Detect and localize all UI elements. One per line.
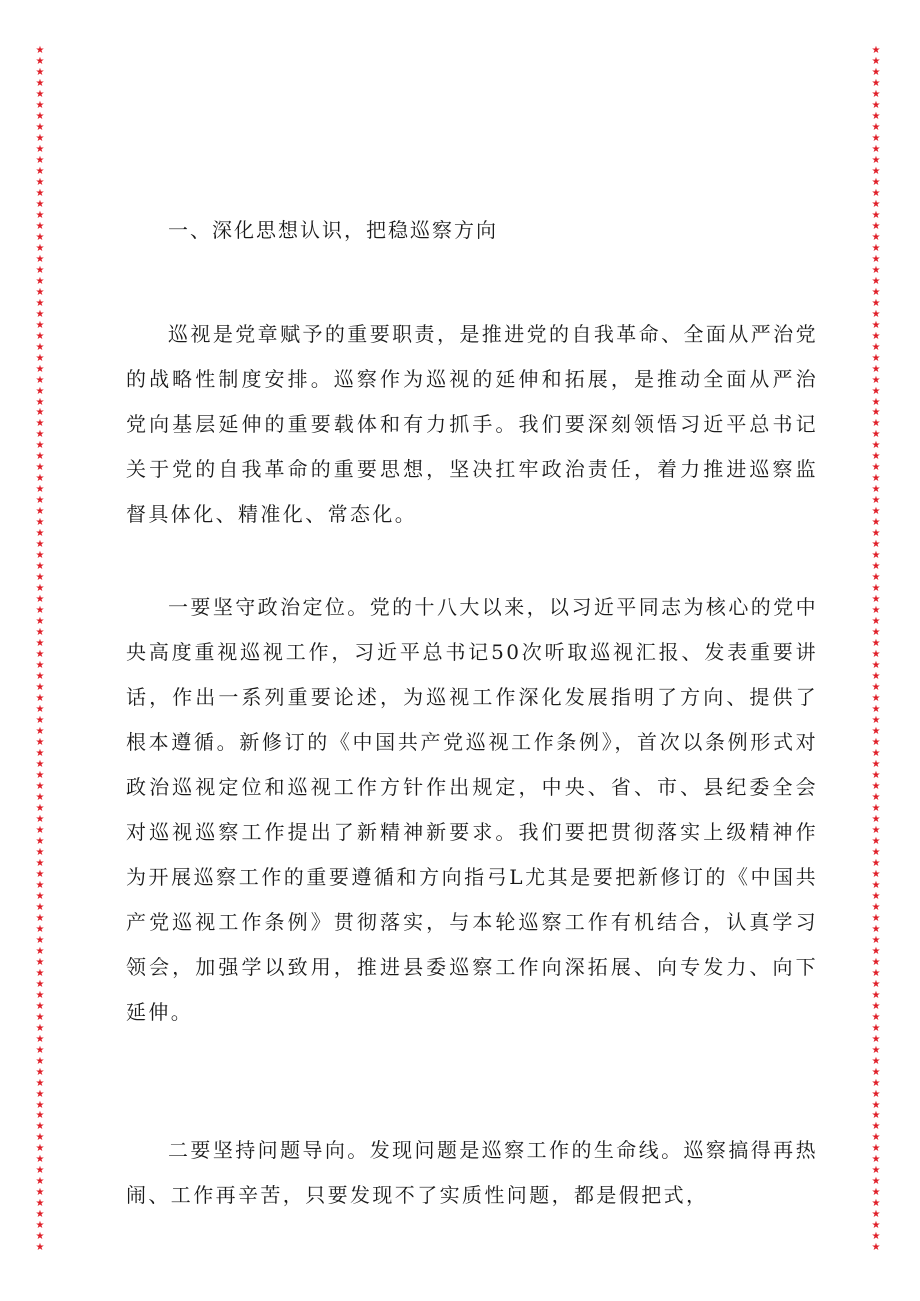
star-icon: ★ (35, 627, 45, 639)
star-icon: ★ (871, 99, 881, 111)
star-icon: ★ (871, 308, 881, 320)
star-icon: ★ (35, 506, 45, 518)
star-icon: ★ (871, 857, 881, 869)
star-icon: ★ (35, 429, 45, 441)
star-icon: ★ (871, 1110, 881, 1122)
star-icon: ★ (871, 242, 881, 254)
star-icon: ★ (871, 407, 881, 419)
star-icon: ★ (871, 1220, 881, 1232)
star-icon: ★ (35, 297, 45, 309)
star-icon: ★ (35, 99, 45, 111)
star-icon: ★ (871, 912, 881, 924)
star-icon: ★ (35, 352, 45, 364)
star-icon: ★ (35, 484, 45, 496)
star-icon: ★ (35, 385, 45, 397)
star-icon: ★ (35, 308, 45, 320)
star-icon: ★ (35, 572, 45, 584)
star-icon: ★ (35, 473, 45, 485)
star-icon: ★ (871, 231, 881, 243)
star-icon: ★ (871, 55, 881, 67)
star-icon: ★ (35, 187, 45, 199)
star-icon: ★ (35, 824, 45, 836)
star-icon: ★ (871, 1242, 881, 1254)
star-icon: ★ (871, 528, 881, 540)
star-icon: ★ (871, 868, 881, 880)
star-icon: ★ (871, 1044, 881, 1056)
star-icon: ★ (35, 88, 45, 100)
star-icon: ★ (35, 440, 45, 452)
paragraph-problem-orientation: 二要坚持问题导向。发现问题是巡察工作的生命线。巡察搞得再热闹、工作再辛苦，只要发现不了实质性问题，都是假把式， (126, 1138, 818, 1207)
star-icon: ★ (35, 198, 45, 210)
star-icon: ★ (871, 780, 881, 792)
star-icon: ★ (35, 374, 45, 386)
star-icon: ★ (871, 473, 881, 485)
star-icon: ★ (35, 220, 45, 232)
star-icon: ★ (871, 121, 881, 133)
star-icon: ★ (35, 418, 45, 430)
star-icon: ★ (871, 220, 881, 232)
star-icon: ★ (871, 1176, 881, 1188)
star-icon: ★ (871, 1154, 881, 1166)
star-icon: ★ (35, 1242, 45, 1254)
star-icon: ★ (35, 1198, 45, 1210)
star-icon: ★ (871, 352, 881, 364)
star-icon: ★ (35, 1110, 45, 1122)
star-icon: ★ (871, 77, 881, 89)
star-icon: ★ (35, 165, 45, 177)
star-icon: ★ (871, 45, 881, 56)
star-icon: ★ (35, 1088, 45, 1100)
star-icon: ★ (35, 715, 45, 727)
star-icon: ★ (871, 693, 881, 705)
star-icon: ★ (871, 934, 881, 946)
star-icon: ★ (871, 517, 881, 529)
star-icon: ★ (871, 1143, 881, 1155)
star-icon: ★ (35, 682, 45, 694)
star-icon: ★ (871, 923, 881, 935)
star-icon: ★ (35, 1187, 45, 1199)
star-icon: ★ (871, 748, 881, 759)
star-icon: ★ (35, 802, 45, 814)
star-icon: ★ (35, 77, 45, 89)
star-icon: ★ (871, 835, 881, 847)
star-icon: ★ (871, 638, 881, 650)
star-icon: ★ (871, 495, 881, 507)
star-icon: ★ (871, 583, 881, 595)
star-icon: ★ (871, 671, 881, 683)
star-icon: ★ (871, 275, 881, 287)
star-icon: ★ (35, 539, 45, 551)
star-icon: ★ (871, 802, 881, 814)
star-icon: ★ (871, 209, 881, 221)
star-icon: ★ (871, 594, 881, 606)
star-icon: ★ (871, 297, 881, 309)
star-icon: ★ (871, 704, 881, 716)
star-icon: ★ (871, 1055, 881, 1067)
star-icon: ★ (871, 1033, 881, 1045)
star-icon: ★ (35, 396, 45, 408)
star-icon: ★ (35, 517, 45, 529)
star-icon: ★ (35, 1066, 45, 1078)
star-icon: ★ (35, 341, 45, 353)
star-icon: ★ (871, 1000, 881, 1012)
star-icon: ★ (871, 649, 881, 661)
star-icon: ★ (35, 594, 45, 606)
star-icon: ★ (871, 341, 881, 353)
star-icon: ★ (871, 550, 881, 562)
star-icon: ★ (35, 1077, 45, 1089)
star-icon: ★ (35, 528, 45, 540)
star-icon: ★ (35, 583, 45, 595)
star-icon: ★ (871, 418, 881, 430)
star-icon: ★ (871, 769, 881, 781)
star-icon: ★ (35, 264, 45, 276)
star-icon: ★ (35, 45, 45, 56)
star-icon: ★ (35, 923, 45, 935)
star-icon: ★ (35, 967, 45, 979)
star-icon: ★ (871, 132, 881, 144)
star-icon: ★ (35, 693, 45, 705)
star-icon: ★ (871, 462, 881, 474)
star-icon: ★ (35, 154, 45, 166)
star-icon: ★ (35, 1154, 45, 1166)
star-icon: ★ (871, 1209, 881, 1221)
star-icon: ★ (35, 561, 45, 573)
star-icon: ★ (871, 989, 881, 1001)
star-icon: ★ (871, 846, 881, 858)
star-icon: ★ (871, 143, 881, 155)
star-icon: ★ (871, 1011, 881, 1023)
star-icon: ★ (871, 484, 881, 496)
star-icon: ★ (871, 1077, 881, 1089)
star-icon: ★ (35, 769, 45, 781)
star-icon: ★ (871, 791, 881, 803)
star-icon: ★ (871, 440, 881, 452)
star-icon: ★ (871, 682, 881, 694)
star-icon: ★ (871, 967, 881, 979)
star-icon: ★ (871, 561, 881, 573)
star-icon: ★ (35, 989, 45, 1001)
star-icon: ★ (35, 1231, 45, 1243)
star-icon: ★ (35, 813, 45, 825)
star-icon: ★ (35, 846, 45, 858)
star-icon: ★ (871, 198, 881, 210)
star-icon: ★ (35, 550, 45, 562)
star-icon: ★ (871, 1198, 881, 1210)
star-icon: ★ (35, 330, 45, 342)
star-icon: ★ (35, 758, 45, 770)
star-icon: ★ (871, 956, 881, 968)
star-icon: ★ (871, 429, 881, 441)
paragraph-political-position: 一要坚守政治定位。党的十八大以来，以习近平同志为核心的党中央高度重视巡视工作，习近平总书记50次听取巡视汇报、发表重要讲话，作出一系列重要论述，为巡视工作深化发展指明了方向、提供了根本遵循。新修订的《中国共产党巡视工作条例》，首次以条例形式对政治巡视定位和巡视工作方针作出规定，中央、省、市、县纪委全会对巡视巡察工作提出了新精神新要求。我们要把贯彻落实上级精神作为开展巡察工作的重要遵循和方向指弓L尤其是要把新修订的《中国共产党巡视工作条例》贯彻落实，与本轮巡察工作有机结合，认真学习领会，加强学以致用，推进县委巡察工作向深拓展、向专发力、向下延伸。 (126, 595, 818, 1024)
right-star-border (870, 46, 882, 1254)
star-icon: ★ (871, 1132, 881, 1144)
star-icon: ★ (871, 879, 881, 891)
star-icon: ★ (871, 1231, 881, 1243)
star-icon: ★ (871, 176, 881, 188)
star-icon: ★ (871, 264, 881, 276)
star-icon: ★ (35, 978, 45, 990)
star-icon: ★ (35, 363, 45, 375)
star-icon: ★ (871, 737, 881, 749)
star-icon: ★ (35, 231, 45, 243)
star-icon: ★ (871, 253, 881, 265)
document-body (126, 214, 818, 1218)
star-icon: ★ (35, 726, 45, 738)
star-icon: ★ (871, 1187, 881, 1199)
star-icon: ★ (871, 451, 881, 463)
star-icon: ★ (871, 726, 881, 738)
star-icon: ★ (35, 1055, 45, 1067)
star-icon: ★ (871, 660, 881, 672)
star-icon: ★ (35, 451, 45, 463)
star-icon: ★ (35, 495, 45, 507)
star-icon: ★ (871, 506, 881, 518)
star-icon: ★ (35, 253, 45, 265)
star-icon: ★ (35, 275, 45, 287)
star-icon: ★ (871, 1088, 881, 1100)
star-icon: ★ (871, 110, 881, 122)
star-icon: ★ (35, 901, 45, 913)
star-icon: ★ (35, 132, 45, 144)
star-icon: ★ (35, 879, 45, 891)
star-icon: ★ (35, 143, 45, 155)
star-icon: ★ (35, 286, 45, 298)
star-icon: ★ (871, 286, 881, 298)
star-icon: ★ (35, 55, 45, 67)
star-icon: ★ (35, 1000, 45, 1012)
star-icon: ★ (35, 934, 45, 946)
star-icon: ★ (35, 748, 45, 759)
star-icon: ★ (871, 813, 881, 825)
star-icon: ★ (871, 363, 881, 375)
star-icon: ★ (35, 791, 45, 803)
star-icon: ★ (35, 1132, 45, 1144)
star-icon: ★ (35, 616, 45, 628)
star-icon: ★ (871, 945, 881, 957)
star-icon: ★ (871, 1099, 881, 1111)
star-icon: ★ (871, 1165, 881, 1177)
star-icon: ★ (35, 1121, 45, 1133)
star-icon: ★ (35, 1011, 45, 1023)
star-icon: ★ (35, 1176, 45, 1188)
paragraph-intro: 巡视是党章赋予的重要职责，是推进党的自我革命、全面从严治党的战略性制度安排。巡察作为巡视的延伸和拓展，是推动全面从严治党向基层延伸的重要载体和有力抓手。我们要深刻领悟习近平总书记关于党的自我革命的重要思想，坚决扛牢政治责任，着力推进巡察监督具体化、精准化、常态化。 (126, 322, 818, 526)
star-icon: ★ (871, 88, 881, 100)
star-icon: ★ (35, 1099, 45, 1111)
star-icon: ★ (35, 671, 45, 683)
star-icon: ★ (871, 539, 881, 551)
star-icon: ★ (35, 660, 45, 672)
star-icon: ★ (35, 835, 45, 847)
star-icon: ★ (871, 1022, 881, 1034)
star-icon: ★ (35, 605, 45, 617)
star-icon: ★ (35, 956, 45, 968)
star-icon: ★ (871, 385, 881, 397)
star-icon: ★ (35, 638, 45, 650)
star-icon: ★ (871, 374, 881, 386)
star-icon: ★ (871, 165, 881, 177)
star-icon: ★ (871, 627, 881, 639)
star-icon: ★ (35, 1209, 45, 1221)
star-icon: ★ (35, 110, 45, 122)
star-icon: ★ (35, 121, 45, 133)
star-icon: ★ (35, 319, 45, 331)
star-icon: ★ (35, 242, 45, 254)
star-icon: ★ (871, 187, 881, 199)
star-icon: ★ (35, 945, 45, 957)
star-icon: ★ (35, 780, 45, 792)
star-icon: ★ (871, 616, 881, 628)
star-icon: ★ (35, 868, 45, 880)
star-icon: ★ (35, 649, 45, 661)
star-icon: ★ (35, 704, 45, 716)
star-icon: ★ (871, 330, 881, 342)
star-icon: ★ (871, 1066, 881, 1078)
star-icon: ★ (35, 1143, 45, 1155)
star-icon: ★ (871, 605, 881, 617)
star-icon: ★ (35, 209, 45, 221)
star-icon: ★ (871, 901, 881, 913)
star-icon: ★ (871, 572, 881, 584)
left-star-border (34, 46, 46, 1254)
star-icon: ★ (35, 737, 45, 749)
star-icon: ★ (35, 176, 45, 188)
star-icon: ★ (35, 1044, 45, 1056)
star-icon: ★ (35, 1220, 45, 1232)
star-icon: ★ (871, 66, 881, 78)
star-icon: ★ (35, 912, 45, 924)
star-icon: ★ (35, 857, 45, 869)
star-icon: ★ (35, 890, 45, 902)
star-icon: ★ (871, 978, 881, 990)
star-icon: ★ (35, 66, 45, 78)
star-icon: ★ (871, 890, 881, 902)
star-icon: ★ (871, 319, 881, 331)
star-icon: ★ (35, 1165, 45, 1177)
section-heading: 一、深化思想认识，把稳巡察方向 (168, 218, 498, 242)
star-icon: ★ (35, 407, 45, 419)
star-icon: ★ (871, 396, 881, 408)
star-icon: ★ (35, 1022, 45, 1034)
star-icon: ★ (871, 824, 881, 836)
star-icon: ★ (871, 154, 881, 166)
star-icon: ★ (871, 715, 881, 727)
star-icon: ★ (871, 1121, 881, 1133)
star-icon: ★ (871, 758, 881, 770)
star-icon: ★ (35, 1033, 45, 1045)
star-icon: ★ (35, 462, 45, 474)
